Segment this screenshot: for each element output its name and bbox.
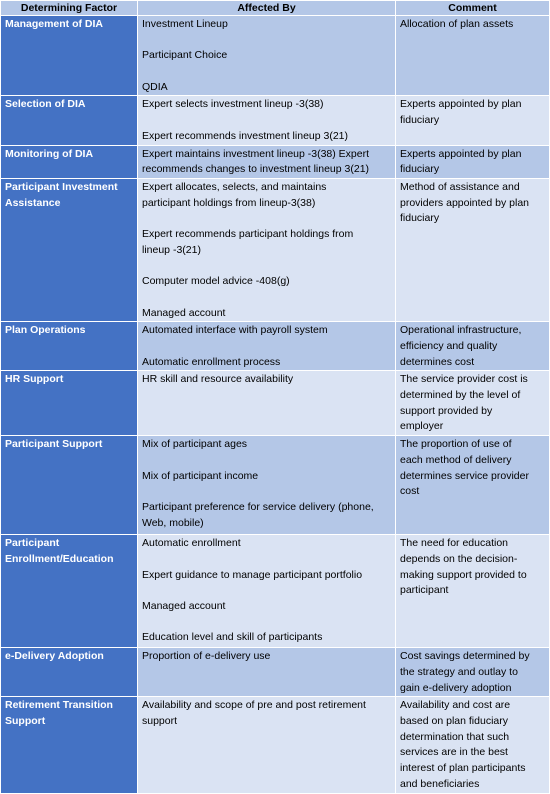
factor-cell [1, 96, 138, 145]
factor-cell [1, 371, 138, 436]
blank-line [142, 484, 391, 500]
blank-line [142, 211, 391, 227]
cell-text-line: services are in the best [400, 746, 508, 759]
table-body [1, 16, 550, 794]
cell-text-line: Method of assistance and [400, 180, 520, 193]
cell-text-line: the strategy and outlay to [400, 665, 518, 678]
cell-text-line: Computer model advice -408(g) [142, 275, 290, 288]
cell-text-line: e-Delivery Adoption [5, 650, 104, 663]
cell-text-line: Operational infrastructure, [400, 324, 522, 337]
cell-text-line: Mix of participant income [142, 469, 259, 482]
comment-cell [396, 178, 550, 321]
cell-text-line: Retirement Transition [5, 699, 113, 712]
table-row [1, 96, 550, 145]
blank-line [142, 64, 391, 80]
cell-text-line: Experts appointed by plan [400, 98, 522, 111]
header-row [1, 1, 550, 16]
cell-text-line: participant [400, 584, 449, 597]
comment-cell [396, 535, 550, 648]
comment-cell [396, 648, 550, 697]
cell-text-line: determination that such [400, 730, 510, 743]
cell-text-line: Automatic enrollment [142, 537, 241, 550]
cell-text-line: Mix of participant ages [142, 438, 248, 451]
cell-text-line: Participant preference for service delivery (phone, [142, 500, 374, 513]
cell-text-line: recommends changes to investment lineup 3(21) [142, 163, 370, 176]
cell-text-line: support provided by [400, 404, 493, 417]
table-row [1, 16, 550, 96]
factor-cell [1, 16, 138, 96]
comment-cell [396, 371, 550, 436]
cell-text-line: employer [400, 420, 444, 433]
cell-text-line: making support provided to [400, 568, 527, 581]
cell-text-line: Education level and skill of participants [142, 631, 323, 644]
cell-text-line: fiduciary [400, 212, 440, 225]
affected-by-cell [138, 648, 396, 697]
cell-text-line: Participant [5, 537, 60, 550]
cell-text-line: participant holdings from lineup-3(38) [142, 196, 316, 209]
header-determining-factor: Determining Factor [1, 1, 138, 16]
cell-text-line: Monitoring of DIA [5, 147, 94, 160]
cell-text-line: lineup -3(21) [142, 243, 201, 256]
comment-cell [396, 697, 550, 793]
cell-text-line: HR Support [5, 373, 64, 386]
cell-text-line: Managed account [142, 599, 226, 612]
cell-text-line: Participant Choice [142, 49, 228, 62]
cell-text-line: based on plan fiduciary [400, 715, 508, 727]
cell-text-line: Expert recommends participant holdings from [142, 228, 354, 241]
factor-cell [1, 145, 138, 178]
blank-line [142, 33, 391, 49]
cell-text-line: Management of DIA [5, 18, 104, 30]
cell-text-line: Expert guidance to manage participant portfolio [142, 568, 363, 581]
cell-text-line: determines service provider [400, 469, 529, 482]
cell-text-line: Expert allocates, selects, and maintains [142, 180, 327, 193]
cell-text-line: gain e-delivery adoption [400, 681, 512, 694]
cell-text-line: Proportion of e-delivery use [142, 650, 271, 663]
cell-text-line: HR skill and resource availability [142, 373, 294, 386]
cell-text-line: efficiency and quality [400, 339, 498, 352]
comment-cell [396, 16, 550, 96]
table-row [1, 648, 550, 697]
table-row [1, 322, 550, 371]
header-comment: Comment [396, 1, 550, 16]
affected-by-cell [138, 371, 396, 436]
blank-line [142, 113, 391, 129]
cell-text-line: Expert recommends investment lineup 3(21) [142, 129, 349, 142]
cell-text-line: determined by the level of [400, 389, 521, 402]
cell-text-line: Availability and cost are [400, 699, 511, 712]
affected-by-cell [138, 322, 396, 371]
factor-cell [1, 436, 138, 535]
cell-text-line: Participant Support [5, 438, 103, 451]
table-row [1, 697, 550, 793]
cell-text-line: Managed account [142, 306, 226, 319]
cell-text-line: support [142, 715, 178, 727]
factor-cell [1, 322, 138, 371]
cell-text-line: Experts appointed by plan [400, 147, 522, 160]
cell-text-line: Participant Investment [5, 180, 118, 193]
affected-by-cell [138, 178, 396, 321]
affected-by-cell [138, 96, 396, 145]
affected-by-cell [138, 697, 396, 793]
cell-text-line: cost [400, 485, 420, 498]
cell-text-line: Assistance [5, 196, 61, 209]
cell-text-line: The proportion of use of [400, 438, 512, 451]
table-row [1, 535, 550, 648]
factor-cell [1, 178, 138, 321]
cell-text-line: Availability and scope of pre and post retirement [142, 699, 366, 712]
cell-text-line: Investment Lineup [142, 18, 228, 30]
cell-text-line: Support [5, 715, 46, 727]
cell-text-line: providers appointed by plan [400, 196, 530, 209]
header-affected-by: Affected By [138, 1, 396, 16]
affected-by-cell [138, 145, 396, 178]
cell-text-line: determines cost [400, 355, 475, 368]
cell-text-line: The service provider cost is [400, 373, 528, 386]
cell-text-line: fiduciary [400, 163, 440, 176]
blank-line [142, 615, 391, 631]
blank-line [142, 258, 391, 274]
blank-line [142, 453, 391, 469]
comment-cell [396, 145, 550, 178]
table-row [1, 436, 550, 535]
cell-text-line: and beneficiaries [400, 777, 480, 790]
cell-text-line: Web, mobile) [142, 516, 204, 529]
cell-text-line: Plan Operations [5, 324, 86, 337]
blank-line [142, 552, 391, 568]
affected-by-cell [138, 535, 396, 648]
blank-line [142, 290, 391, 306]
factor-cell [1, 535, 138, 648]
affected-by-cell [138, 16, 396, 96]
cell-text-line: The need for education [400, 537, 508, 550]
blank-line [142, 583, 391, 599]
factor-cell [1, 697, 138, 793]
cell-text-line: each method of delivery [400, 453, 512, 466]
cell-text-line: Allocation of plan assets [400, 18, 514, 30]
factor-cell [1, 648, 138, 697]
comment-cell [396, 436, 550, 535]
cell-text-line: QDIA [142, 80, 168, 93]
cell-text-line: Automated interface with payroll system [142, 324, 328, 337]
affected-by-cell [138, 436, 396, 535]
table-row [1, 371, 550, 436]
comment-cell [396, 96, 550, 145]
cell-text-line: Expert maintains investment lineup -3(38) Expert [142, 147, 370, 160]
cell-text-line: Automatic enrollment process [142, 355, 281, 368]
cell-text-line: fiduciary [400, 114, 440, 127]
cell-text-line: depends on the decision- [400, 552, 518, 565]
table-row [1, 178, 550, 321]
cell-text-line: Expert selects investment lineup -3(38) [142, 98, 324, 111]
table-row [1, 145, 550, 178]
cell-text-line: Enrollment/Education [5, 552, 114, 565]
cell-text-line: interest of plan participants [400, 762, 526, 775]
comment-cell [396, 322, 550, 371]
blank-line [142, 339, 391, 355]
cell-text-line: Selection of DIA [5, 98, 86, 111]
cell-text-line: Cost savings determined by [400, 650, 530, 663]
